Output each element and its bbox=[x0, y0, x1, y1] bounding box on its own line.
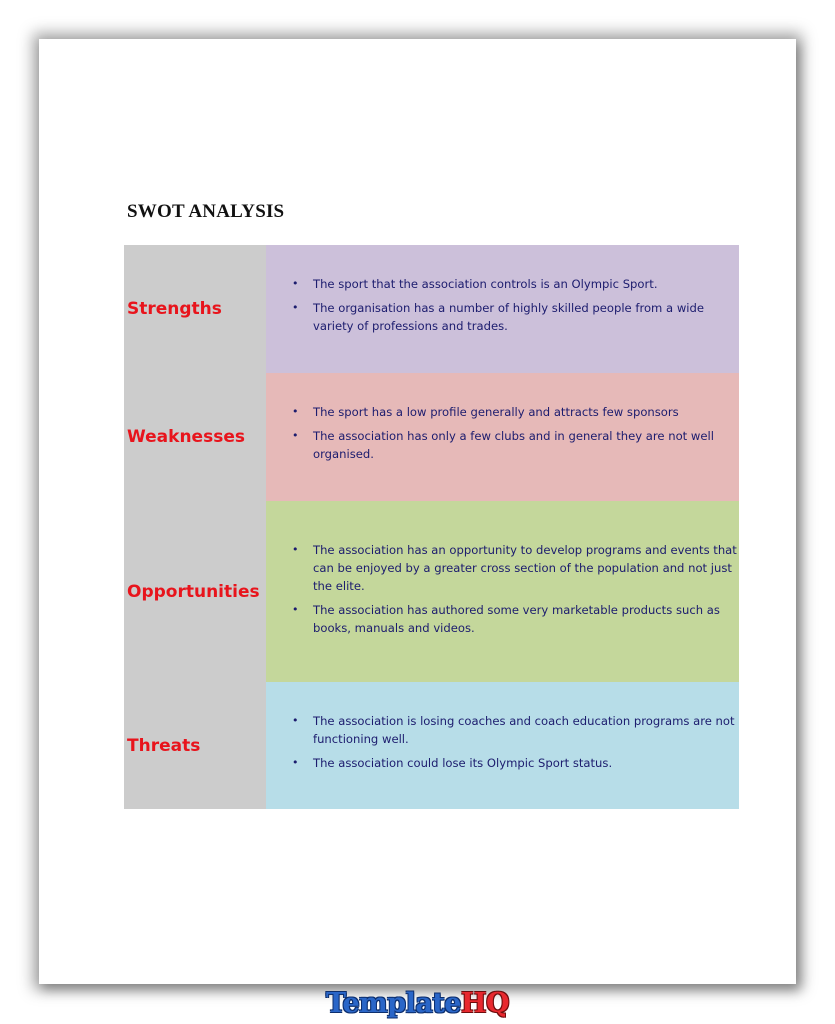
list-item bbox=[290, 275, 737, 293]
swot-label-strengths: Strengths bbox=[127, 299, 222, 319]
bullet-list bbox=[290, 403, 737, 463]
list-item bbox=[290, 541, 737, 595]
swot-label-cell bbox=[124, 245, 266, 373]
list-item-text: The association has an opportunity to develop programs and events that can be enjoyed by a greater cross section of the population and not just the elite. bbox=[313, 542, 737, 593]
bullet-icon: • bbox=[292, 713, 299, 727]
bullet-list bbox=[290, 275, 737, 335]
document-page bbox=[39, 39, 796, 984]
swot-label-cell bbox=[124, 682, 266, 809]
swot-label-weaknesses: Weaknesses bbox=[127, 427, 245, 447]
templatehq-logo[interactable] bbox=[0, 988, 835, 1019]
swot-label-opportunities: Opportunities bbox=[127, 581, 260, 602]
bullet-list bbox=[290, 712, 737, 772]
list-item-text: The association has only a few clubs and in general they are not well organised. bbox=[313, 429, 714, 461]
list-item bbox=[290, 601, 737, 637]
list-item bbox=[290, 712, 737, 748]
list-item bbox=[290, 754, 737, 772]
swot-content-threats bbox=[266, 682, 739, 809]
swot-row-weaknesses bbox=[124, 373, 739, 501]
list-item-text: The association could lose its Olympic Sport status. bbox=[313, 755, 613, 770]
swot-content-opportunities bbox=[266, 501, 739, 682]
list-item-text: The association has authored some very marketable products such as books, manuals and videos. bbox=[313, 602, 720, 635]
swot-row-opportunities bbox=[124, 501, 739, 682]
list-item-text: The organisation has a number of highly skilled people from a wide variety of professions and trades. bbox=[313, 301, 705, 333]
swot-content-strengths bbox=[266, 245, 739, 373]
list-item bbox=[290, 299, 737, 335]
logo-accent-text: HQ bbox=[461, 988, 510, 1019]
logo-main-text: Template bbox=[325, 988, 461, 1019]
bullet-icon: • bbox=[292, 405, 299, 418]
page-title: SWOT ANALYSIS bbox=[127, 201, 285, 222]
list-item bbox=[290, 427, 737, 463]
bullet-icon: • bbox=[292, 277, 299, 290]
swot-label-threats: Threats bbox=[127, 735, 201, 756]
bullet-icon: • bbox=[292, 542, 299, 556]
bullet-icon: • bbox=[292, 755, 299, 769]
swot-content-weaknesses bbox=[266, 373, 739, 501]
swot-table bbox=[124, 245, 739, 809]
list-item bbox=[290, 403, 737, 421]
swot-label-cell bbox=[124, 501, 266, 682]
bullet-list bbox=[290, 541, 737, 637]
swot-row-strengths bbox=[124, 245, 739, 373]
swot-label-cell bbox=[124, 373, 266, 501]
list-item-text: The sport that the association controls is an Olympic Sport. bbox=[313, 277, 658, 291]
swot-row-threats bbox=[124, 682, 739, 809]
bullet-icon: • bbox=[292, 602, 299, 616]
list-item-text: The association is losing coaches and coach education programs are not functioning well. bbox=[313, 713, 735, 746]
bullet-icon: • bbox=[292, 429, 299, 442]
list-item-text: The sport has a low profile generally and attracts few sponsors bbox=[313, 405, 679, 419]
bullet-icon: • bbox=[292, 301, 299, 314]
